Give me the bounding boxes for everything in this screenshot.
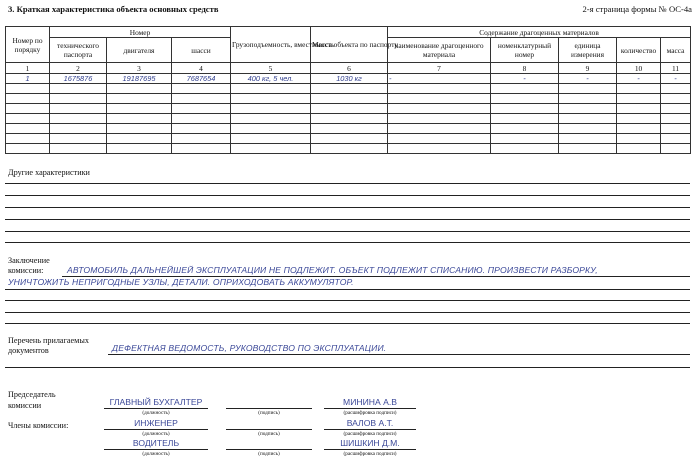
table-cell [311,144,388,154]
table-cell [388,104,491,114]
signature-line [324,408,416,409]
table-body [6,74,691,154]
table-cell [617,104,661,114]
table-cell [172,134,231,144]
column-number-cell: 10 [617,63,661,74]
table-cell [231,134,311,144]
table-cell [172,84,231,94]
col-mass-header: Масса объекта по паспорту [311,27,388,63]
table-cell [491,104,559,114]
table-cell [311,134,388,144]
table-cell [107,84,172,94]
table-cell: - [661,74,691,84]
empty-table-row [6,84,691,94]
table-cell [661,134,691,144]
caption-signature: (подпись) [258,431,280,437]
table-cell [107,114,172,124]
page-label: 2-я страница формы № ОС-4а [582,4,692,14]
table-cell [231,94,311,104]
table-cell [107,94,172,104]
table-cell [50,134,107,144]
table-cell [50,94,107,104]
table-cell [311,104,388,114]
empty-table-row [6,124,691,134]
table-cell [311,114,388,124]
table-cell [559,144,617,154]
caption-decoding: (расшифровка подписи) [343,410,397,416]
table-cell: 400 кг, 5 чел. [231,74,311,84]
attached-underline [108,354,690,355]
table-cell [107,104,172,114]
table-cell [50,104,107,114]
table-cell [311,84,388,94]
table-cell: - [559,74,617,84]
caption-position: (должность) [142,431,170,437]
table-cell [231,144,311,154]
table-cell [388,94,491,104]
signer-position: ГЛАВНЫЙ БУХГАЛТЕР [109,397,203,407]
signer-name: ШИШКИН Д.М. [340,438,400,448]
table-cell [311,124,388,134]
caption-position: (должность) [142,410,170,416]
table-cell [388,84,491,94]
attached-label-line2: документов [8,346,49,355]
table-cell [491,84,559,94]
col-precious-group-header: Содержание драгоценных материалов [388,27,691,38]
chairman-label-line2: комиссии [8,401,42,410]
table-cell [661,94,691,104]
caption-signature: (подпись) [258,451,280,457]
table-cell [661,124,691,134]
col-quantity-header: количество [617,38,661,63]
col-precious-name-header: наименование драгоценного материала [388,38,491,63]
caption-decoding: (расшифровка подписи) [343,451,397,457]
table-cell [559,124,617,134]
attached-label-line1: Перечень прилагаемых [8,336,89,345]
table-cell [388,134,491,144]
table-cell: 1030 кг [311,74,388,84]
column-number-cell: 6 [311,63,388,74]
blank-line [5,195,690,196]
signer-name: МИНИНА А.В [343,397,397,407]
signature-line [226,429,312,430]
chairman-label-line1: Председатель [8,390,56,399]
col-precious-mass-header: масса [661,38,691,63]
table-cell [559,114,617,124]
col-unit-header: единица измерения [559,38,617,63]
caption-signature: (подпись) [258,410,280,416]
table-cell [661,84,691,94]
column-number-cell: 7 [388,63,491,74]
other-characteristics-label: Другие характеристики [8,168,90,177]
table-cell [172,104,231,114]
table-cell [231,84,311,94]
blank-line [5,300,690,301]
table-cell [617,124,661,134]
caption-position: (должность) [142,451,170,457]
empty-table-row [6,104,691,114]
table-cell [6,144,50,154]
conclusion-text-line2: УНИЧТОЖИТЬ НЕПРИГОДНЫЕ УЗЛЫ, ДЕТАЛИ. ОПРИХОДОВАТЬ АККУМУЛЯТОР. [8,277,354,287]
col-capacity-header: Грузоподъемность, вместимость [231,27,311,63]
signature-line [226,408,312,409]
table-cell [107,144,172,154]
column-number-cell: 4 [172,63,231,74]
column-number-cell: 8 [491,63,559,74]
signature-line [324,449,416,450]
blank-line [5,231,690,232]
table-cell [6,94,50,104]
col-number-group-header: Номер [50,27,231,38]
column-number-cell: 11 [661,63,691,74]
blank-line [5,219,690,220]
table-cell: - [617,74,661,84]
conclusion-label-line1: Заключение [8,256,50,265]
table-cell [172,114,231,124]
blank-line [5,367,690,368]
signer-name: ВАЛОВ А.Т. [346,418,394,428]
column-number-row [6,63,691,74]
table-cell [661,104,691,114]
table-cell: 19187695 [107,74,172,84]
blank-line [5,323,690,324]
blank-line [5,183,690,184]
col-row-no-header: Номер по порядку [6,27,50,63]
table-cell: - [491,74,559,84]
table-cell [172,144,231,154]
signature-line [104,429,208,430]
col-engine-header: двигателя [107,38,172,63]
table-cell [491,124,559,134]
table-cell [6,114,50,124]
table-cell [617,134,661,144]
signer-position: ВОДИТЕЛЬ [132,438,180,448]
table-cell: 1 [6,74,50,84]
table-cell [491,134,559,144]
table-cell [311,94,388,104]
table-cell [491,144,559,154]
table-cell [107,134,172,144]
signature-line [324,429,416,430]
table-cell [617,144,661,154]
conclusion-label-line2: комиссии: [8,266,44,275]
column-number-cell: 2 [50,63,107,74]
section-title: 3. Краткая характеристика объекта основных средств [8,4,219,14]
table-cell [617,114,661,124]
table-cell [661,114,691,124]
table-cell [661,144,691,154]
col-nomenclature-header: номенклатурный номер [491,38,559,63]
table-cell [559,84,617,94]
table-cell [6,124,50,134]
table-cell [388,144,491,154]
blank-line [5,207,690,208]
table-cell [617,94,661,104]
signature-line [104,449,208,450]
table-cell [172,124,231,134]
column-number-cell: 3 [107,63,172,74]
characteristics-table [5,26,691,154]
table-cell [388,114,491,124]
blank-line [5,312,690,313]
col-tech-passport-header: технического паспорта [50,38,107,63]
column-number-cell: 9 [559,63,617,74]
signature-line [226,449,312,450]
table-cell [559,134,617,144]
table-cell [6,104,50,114]
empty-table-row [6,94,691,104]
table-cell: 7687654 [172,74,231,84]
table-cell [172,94,231,104]
table-cell: 1675876 [50,74,107,84]
caption-decoding: (расшифровка подписи) [343,431,397,437]
empty-table-row [6,114,691,124]
column-number-cell: 1 [6,63,50,74]
empty-table-row [6,134,691,144]
table-cell [231,114,311,124]
table-cell [6,84,50,94]
table-cell [6,134,50,144]
table-cell [231,124,311,134]
column-number-cell: 5 [231,63,311,74]
attached-text: ДЕФЕКТНАЯ ВЕДОМОСТЬ, РУКОВОДСТВО ПО ЭКСПЛУАТАЦИИ. [112,343,387,353]
table-cell [559,104,617,114]
table-cell [50,124,107,134]
table-cell [559,94,617,104]
table-row [6,74,691,84]
conclusion-text-line1: АВТОМОБИЛЬ ДАЛЬНЕЙШЕЙ ЭКСПЛУАТАЦИИ НЕ ПОДЛЕЖИТ. ОБЪЕКТ ПОДЛЕЖИТ СПИСАНИЮ. ПРОИЗВЕСТИ РАЗБОРКУ, [67,265,598,275]
table-cell [50,84,107,94]
table-cell [491,94,559,104]
col-chassis-header: шасси [172,38,231,63]
blank-line [5,242,690,243]
signer-position: ИНЖЕНЕР [134,418,178,428]
members-label: Члены комиссии: [8,421,69,430]
empty-table-row [6,144,691,154]
blank-line [5,289,690,290]
table-cell: - [388,74,491,84]
table-cell [50,114,107,124]
table-cell [491,114,559,124]
table-cell [388,124,491,134]
signature-line [104,408,208,409]
table-cell [107,124,172,134]
table-cell [617,84,661,94]
table-cell [231,104,311,114]
table-cell [50,144,107,154]
